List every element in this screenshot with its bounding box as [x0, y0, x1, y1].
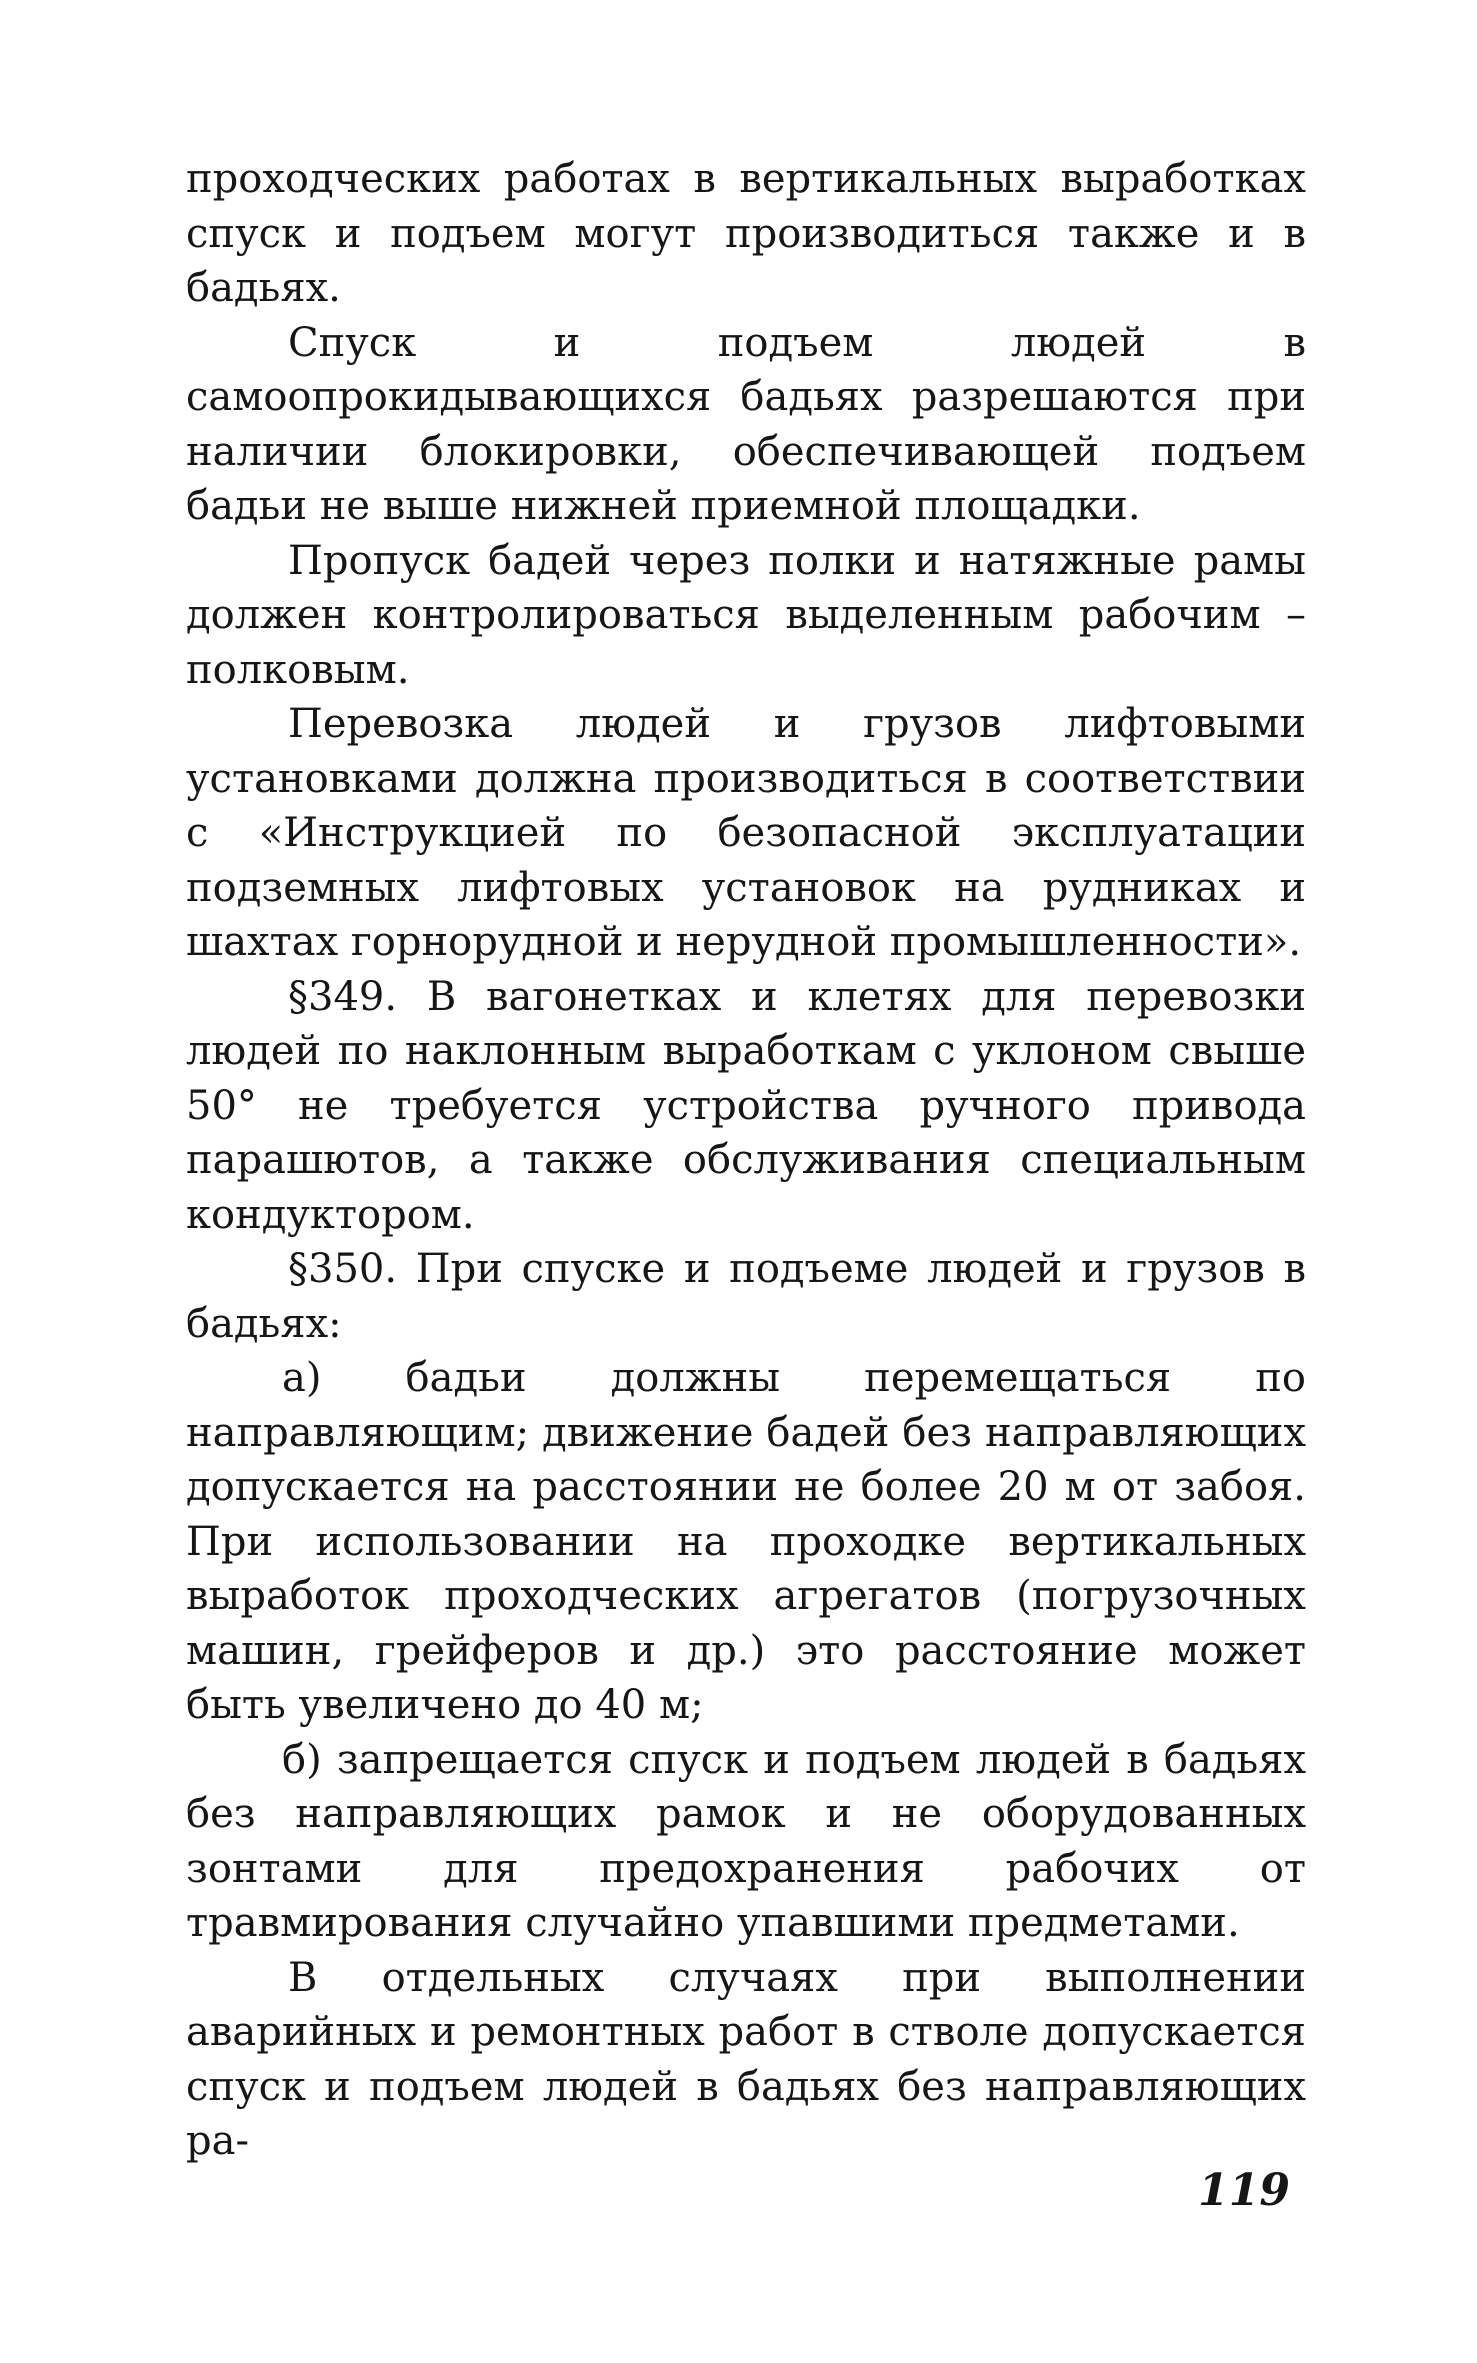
- paragraph-bucket-passage: Пропуск бадей через полки и натяжные рамы должен контролироваться выделенным рабочим – полковым.: [186, 537, 1306, 693]
- paragraph-continuation: проходческих работах в вертикальных выработках спуск и подъем могут производиться также и в бадьях.: [186, 156, 1306, 311]
- paragraph-lift-installations: Перевозка людей и грузов лифтовыми установками должна производиться в соответствии с «Инструкцией по безопасной эксплуатации подземных лифтовых установок на рудниках и шахтах горнорудной и нерудной промышленности».: [186, 701, 1306, 965]
- paragraph-self-tipping-buckets: Спуск и подъем людей в самоопрокидывающихся бадьях разрешаются при наличии блокировки, обеспечивающей подъем бадьи не выше нижней приемной площадки.: [186, 319, 1306, 529]
- body-text: [186, 152, 1306, 2169]
- page-number: 119: [1198, 2165, 1290, 2216]
- list-item-a: а) бадьи должны перемещаться по направляющим; движение бадей без направляющих допускается на расстоянии не более 20 м от забоя. При использовании на проходке вертикальных выработок проходческих агрегатов (погрузочных машин, грейферов и др.) это расстояние может быть увеличено до 40 м;: [186, 1355, 1306, 1728]
- paragraph-section-349: §349. В вагонетках и клетях для перевозки людей по наклонным выработкам с уклоном свыше 50° не требуется устройства ручного привода парашютов, а также обслуживания специальным кондуктором.: [186, 973, 1306, 1238]
- paragraph-section-350: §350. При спуске и подъеме людей и грузов в бадьях:: [186, 1246, 1306, 1347]
- list-item-b: б) запрещается спуск и подъем людей в бадьях без направляющих рамок и не оборудованных зонтами для предохранения рабочих от травмирования случайно упавшими предметами.: [186, 1736, 1306, 1946]
- paragraph-emergency-works: В отдельных случаях при выполнении аварийных и ремонтных работ в стволе допускается спуск и подъем людей в бадьях без направляющих ра-: [186, 1954, 1306, 2164]
